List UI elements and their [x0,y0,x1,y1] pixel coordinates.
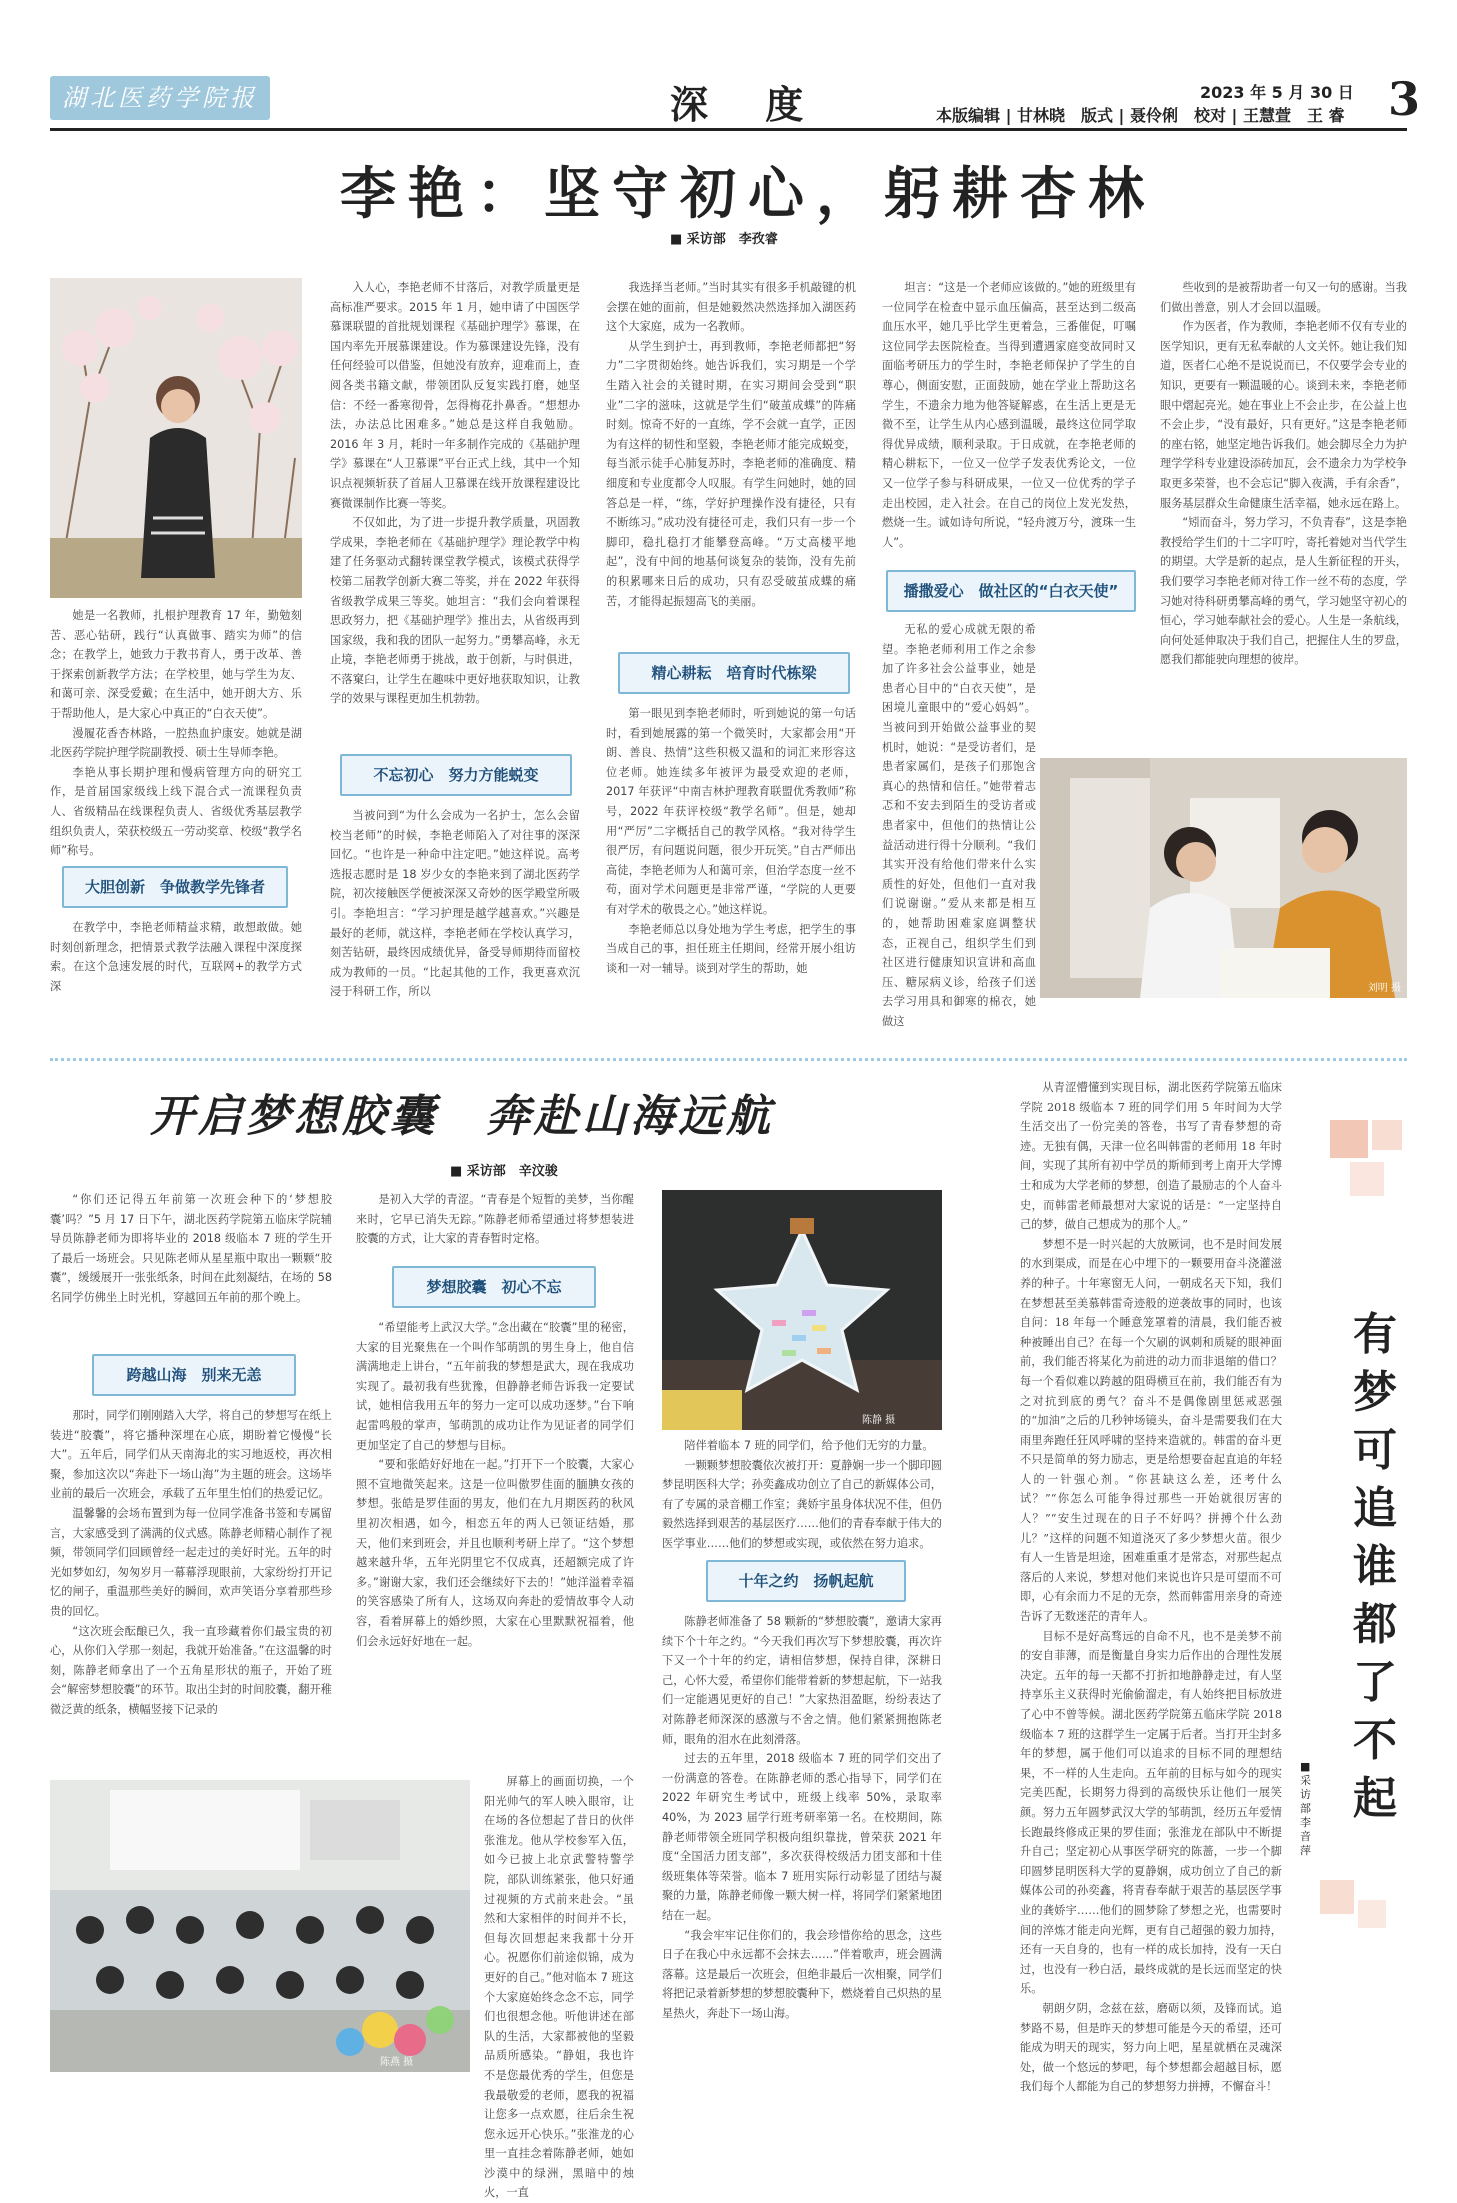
issue-date: 2023 年 5 月 30 日 [1200,83,1354,102]
article1-title: 李艳：坚守初心，躬耕杏林 [340,161,1156,227]
section-divider [50,1058,1407,1061]
paragraph: 那时，同学们刚刚踏入大学，将自己的梦想写在纸上装进“胶囊”，将它播种深埋在心底，期盼着它慢慢“长大”。五年后，同学们从天南海北的实习地返校，再次相聚，参加这次以“奔赴下一场山海”为主题的班会。这场毕业前的最后一次班会，承载了五年里生怕们的热爱记忆。 [50,1409,332,1501]
paragraph: 过去的五年里，2018 级临本 7 班的同学们交出了一份满意的答卷。在陈静老师的悉心指导下，同学们在 2022 年研究生考试中，班级上线率 50%，录取率 40%，为 2023 届学行班考研率第一名。在校期间，陈静老师带领全班同学积极向组织靠拢，曾荣获 2021 年度“全国活力团支部”，多次获得校级活力团支部和十佳级班集体等荣誉。临本 7 班用实际行动彰显了团结与凝聚的力量，陈静老师像一颗大树一样，将同学们紧紧地团结在一起。 [662,1752,942,1922]
article2-title: 开启梦想胶囊 奔赴山海远航 [150,1091,774,1142]
paragraph: 不仅如此，为了进一步提升教学质量，巩固教学成果，李艳老师在《基础护理学》理论教学中构建了任务驱动式翻转课堂教学模式，该模式获得学校第二届教学创新大赛二等奖，并在 2022 年获得省级教学成果三等奖。她坦言：“我们会向着课程思政努力，把《基础护理学》推出去，从省级再到国家级，我和我的团队一起努力。”勇攀高峰，永无止境，李艳老师勇于挑战，敢于创新，与时俱进，不落窠臼，让学生在趣味中更好地获取知识，让教学的效果与课程更加生机勃勃。 [330,516,580,706]
paragraph: 目标不是好高骛远的自命不凡，也不是美梦不前的安自菲薄，而是衡量自身实力后作出的合理性发展决定。五年的每一天都不打折扣地静静走过，有人坚持享乐主义获得时光偷偷溜走，有人始终把目标放进了心中不曾等候。湖北医药学院第五临床学院 2018 级临本 7 班的这群学生一定属于后者。当打开尘封多年的梦想，属于他们可以追求的目标不同的理想结果，不一样的人生走向。五年前的目标与如今的现实完美匹配，长期努力得到的高级快乐让他们一展笑颜。努力五年圆梦武汉大学的邹萌凯，经历五年爱情长跑最终修成正果的罗佳面；张淮龙在部队中不断提升自己；坚定初心从事医学研究的陈蔷，一步一个脚印圆梦昆明医科大学的夏静娴，成功创立了自己的新媒体公司的孙奕鑫，将青春奉献于艰苦的基层医学事业的龚娇宇……他们的圆梦除了梦想之光，也需要时间的淬炼才能走向光辉，更有自己超强的毅力加持，还有一天自身的，也有一样的成长加持，没有一天白过，也没有一秒白活，最终成就的是长远而坚定的快乐。 [1020,1629,1282,1996]
paragraph: 梦想不是一时兴起的大放厥词，也不是时间发展的水到渠成，而是在心中埋下的一颗要用奋斗浇灌滋养的种子。十年寒窗无人问，一朝成名天下知，我们在梦想甚至美慕韩雷奇迹般的逆袭故事的同时，也该自问：18 年每一个睡意笼罩着的清晨，我们能否被种被睡出自己？在每一个欠刷的讽刺和质疑的眼神面前，我们能否将某化为前进的动力而非退缩的借口？每一个看似难以跨越的阻碍横亘在前，我们能否有为之对抗到底的勇气？奋斗不是偶像剧里惩戒恶强的“加油”之后的几秒钟场镜头，奋斗是需要我们在大雨里奔跑任狂风呼啸的坚持来造就的。韩雷的奋斗更不只是简单的努力励志，更是给想要奋起直追的年轻人的一针强心剂。“你甚缺这么差，还考什么试？”“你怎么可能争得过那些一开始就很厉害的人？”“安生过现在的日子不好吗？拼搏个什么劲儿？”这样的问题不知道浇灭了多少梦想火苗。很少有人一生皆是坦途，困难重重才是常态，对那些起点落后的人来说，梦想对他们来说也许只是可望而不可即，心有余而力不足的无奈，然而韩雷用亲身的奇迹告诉了无数迷茫的青年人。 [1020,1237,1282,1624]
paragraph: “我会牢牢记住你们的，我会珍惜你给的思念，这些日子在我心中永远都不会抹去……”伴着歌声，班会圆满落幕。这是最后一次班会，但绝非最后一次相聚，同学们将把记录着新梦想的梦想胶囊种下，燃烧着自己炽热的星星热火，奔赴下一场山海。 [662,1928,942,2020]
editor-credits: 本版编辑 | 甘林晓 版式 | 聂伶俐 校对 | 王慧萱 王 睿 [936,106,1345,125]
paragraph: 陪伴着临本 7 班的同学们，给予他们无穷的力量。 [684,1439,934,1452]
dream-capsule-photo [662,1190,942,1430]
article1-col2 [330,278,580,748]
class-meeting-illustration [50,1780,470,2072]
paragraph: 漫履花香杏林路，一腔热血护康安。她就是湖北医药学院护理学院副教授、硕士生导师李艳。 [50,726,302,760]
subhead-community-angel: 播撒爱心 做社区的“白衣天使” [886,570,1136,612]
paragraph: 陈静老师准备了 58 颗新的“梦想胶囊”，邀请大家再续下个十年之约。“今天我们再次写下梦想胶囊，再次许下又一个十年的约定，请相信梦想，保持自律，深耕日己，心怀大爱，希望你们能带着新的梦想起航，下一站我们一定能遇见更好的自己！”大家热泪盈眶，纷纷表达了对陈静老师深深的感激与不舍之情。他们紧紧拥抱陈老师，眼角的泪水在此刻滑落。 [662,1615,942,1746]
paragraph: “要和张皓好好地在一起。”打开下一个胶囊，大家心照不宣地微笑起来。这是一位叫傲罗佳面的腼腆女孩的梦想。张皓是罗佳面的男友，他们在九月期医药的秋风里初次相遇，如今，相恋五年的两人已领证结婚，那天，他们来到班会，并且也顺利考研上岸了。“这个梦想越来越升华，五年光阴里它不仅成真，还超额完成了许多。”谢谢大家，我们还会继续好下去的！”她洋溢着幸福的笑容感染了所有人，这场双向奔赴的爱情故事令人动容，看着屏幕上的婚纱照，大家在心里默默祝福着，他们会永远好好地在一起。 [356,1458,634,1648]
paragraph: 第一眼见到李艳老师时，听到她说的第一句话时，看到她展露的第一个微笑时，大家都会用“开朗、善良、热情”这些积极又温和的词汇来形容这位老师。她连续多年被评为最受欢迎的老师，2017 年获评“中南吉林护理教育联盟优秀教师”称号，2022 年获评校级“教学名师”。但是，她却用“严厉”二字概括自己的教学风格。“我对待学生很严厉，有问题说问题，很少开玩笑。”自古严师出高徒，李艳老师为人和蔼可亲，但治学态度一丝不苟，面对学术问题更是非常严谨，“学院的人更要有对学术的敬畏之心。”她这样说。 [606,707,856,916]
article2-byline: ■ 采访部 辛汶骏 [450,1164,558,1179]
paragraph: 入人心，李艳老师不甘落后，对教学质量更是高标准严要求。2015 年 1 月，她申请了中国医学慕课联盟的首批规划课程《基础护理学》慕课，在国内率先开展慕课建设。作为慕课建设先锋，没有任何经验可以借鉴，但她没有放弃，迎难而上，查阅各类书籍文献，带领团队反复实践打磨，她坚信：不经一番寒彻骨，怎得梅花扑鼻香。“想想办法，办法总比困难多。”她总是这样自我勉励。2016 年 3 月，耗时一年多制作完成的《基础护理学》慕课在“人卫慕课”平台正式上线，其中一个知识点视频斩获了首届人卫慕课在线开放课程建设比赛微课制作比赛一等奖。 [330,281,580,510]
subhead-cultivate: 精心耕耘 培育时代栋梁 [618,652,850,694]
page-number: 3 [1388,72,1421,126]
paragraph: 我选择当老师。”当时其实有很多手机敲键的机会摆在她的面前，但是她毅然决然选择加入湖医药这个大家庭，成为一名教师。 [606,281,856,334]
paragraph: 李艳老师总以身处地为学生考虑，把学生的事当成自己的事，担任班主任期间，经常开展小组访谈和一对一辅导。谈到对学生的帮助，她 [606,922,856,975]
ornament-square [1350,1162,1384,1196]
class-meeting-photo [50,1780,470,2072]
paragraph: “你们还记得五年前第一次班会种下的‘梦想胶囊’吗？”5 月 17 日下午，湖北医药学院第五临床学院辅导员陈静老师为即将毕业的 2018 级临本 7 班的学生开了最后一场班会。只见陈老师从星星瓶中取出一颗颗“胶囊”，缓缓展开一张张纸条，时间在此刻凝结，在场的 58 名同学仿佛坐上时光机，穿越回五年前的那个晚上。 [50,1193,332,1304]
paragraph: 朝朗夕阴，念兹在兹，磨砺以须，及锋而试。追梦路不易，但是昨天的梦想可能是今天的希望，还可能成为明天的现实，努力向上吧，星星就栖在灵魂深处，做一个悠远的梦吧，每个梦想都会超越目标，愿我们每个人都能为自己的梦想努力拼搏，不懈奋斗！ [1020,2001,1282,2094]
article1-byline: ■ 采访部 李孜睿 [670,232,778,247]
article2-col3b [662,1612,942,2072]
article1-col1b [50,918,302,998]
subhead-cross-mountains: 跨越山海 别来无恙 [92,1354,296,1396]
article3-byline: ■ 采访部 李音萍 [1300,1760,1322,1857]
ornament-square [1320,1880,1354,1914]
article1-intro [50,606,302,858]
header-rule [50,128,1407,131]
article1-col4 [882,278,1136,548]
article2-col2a [356,1318,634,1772]
paragraph: 在教学中，李艳老师精益求精，敢想敢做。她时刻创新理念，把情景式教学法融入课程中深度探索。在这个急速发展的时代，互联网+的教学方式深 [50,921,302,993]
ornament-square [1372,1120,1402,1150]
subhead-bold-innovation: 大胆创新 争做教学先锋者 [62,866,288,908]
article2-col1 [50,1190,332,1342]
paragraph: 无私的爱心成就无限的希望。李艳老师利用工作之余参加了许多社会公益事业，她是患者心目中的“白衣天使”，是困境儿童眼中的“爱心妈妈”。当被问到开始做公益事业的契机时，她说：“是受访者们，是患者家属们，是孩子们那饱含真心的热情和信任。”她带着志忑和不安去到陌生的受访者或患者家中，但他们的热情让公益活动进行得十分顺利。“我们其实开没有给他们带来什么实质性的好处，但他们一直对我们说谢谢。”爱从来都是相互的，她帮助困难家庭调整状态，正视自己，组织学生们到社区进行健康知识宣讲和高血压、糖尿病义诊，给孩子们送去学习用具和御寒的棉衣，她做这 [882,623,1036,1028]
newspaper-logo: 湖北医药学院报 [50,76,270,120]
article1-col5 [1160,278,1407,748]
article2-col1b [50,1406,332,1774]
photo-credit: 陈燕 摄 [380,2057,414,2068]
paragraph: 是初入大学的青涩。“青春是个短暂的美梦，当你醒来时，它早已消失无踪。”陈静老师希望通过将梦想装进胶囊的方式，让大家的青春暂时定格。 [356,1193,634,1246]
portrait-illustration [50,278,302,598]
paragraph: 当被问到“为什么会成为一名护士，怎么会留校当老师”的时候，李艳老师陷入了对往事的深深回忆。“也许是一种命中注定吧。”她这样说。高考选报志愿时是 18 岁少女的李艳来到了湖北医药学院，初次接触医学便被深深又奇妙的医学殿堂所吸引。李艳坦言：“学习护理是越学越喜欢。”兴趣是最好的老师，就这样，李艳老师在学校认真学习，刻苦钻研，最终因成绩优异，备受导师期待而留校成为教师的一员。“比起其他的工作，我更喜欢沉浸于科研工作，所以 [330,809,580,999]
article3-body [1020,1078,1282,2094]
section-name: 深 度 [670,82,826,127]
paragraph: “矧而奋斗，努力学习，不负青春”，这是李艳教授给学生们的十二字叮咛，寄托着她对当代学生的期望。大学是新的起点，是人生新征程的开头，我们要学习李艳老师对待工作一丝不苟的态度，学习她对待科研勇攀高峰的勇气，学习她坚守初心的恒心，学习她奉献社会的爱心。人生是一条航线，向何处延伸取决于我们自己，把握住人生的罗盘，愿我们都能驶向理想的彼岸。 [1160,516,1407,667]
portrait-photo [50,278,302,598]
article1-col2b [330,806,580,998]
article1-col4b [882,620,1036,1028]
photo-credit: 刘明 摄 [1367,983,1401,994]
consultation-photo [1040,758,1407,998]
paragraph: 屏幕上的画面切换，一个阳光帅气的军人映入眼帘，让在场的各位想起了昔日的伙伴张淮龙。他从学校参军入伍，如今已披上北京武警特警学院，部队训练紧张，他只好通过视频的方式前来赴会。“虽然和大家相伴的时间并不长，但每次回想起来我都十分开心。祝愿你们前途似锦，成为更好的自己。”他对临本 7 班这个大家庭始终念念不忘，同学们也很想念他。听他讲述在部队的生活，大家都被他的坚毅品质所感染。“静姐，我也许不是您最优秀的学生，但您是我最敬爱的老师，愿我的祝福让您多一点欢愿，往后余生祝您永远开心快乐。”张淮龙的心里一直挂念着陈静老师，她如沙漠中的绿洲，黑暗中的烛火，一直 [484,1775,634,2200]
subhead-dream-capsule: 梦想胶囊 初心不忘 [392,1266,596,1308]
article1-col3 [606,278,856,628]
article2-col2b [484,1772,634,2200]
ornament-square [1358,1900,1386,1928]
paragraph: 李艳从事长期护理和慢病管理方向的研究工作，是首届国家级线上线下混合式一流课程负责人、省级精品在线课程负责人、省级优秀基层教学组织负责人，荣获校级五一劳动奖章、校级“教学名师”称号。 [50,765,302,858]
paragraph: 些收到的是被帮助者一句又一句的感谢。当我们做出善意，别人才会回以温暖。 [1160,281,1407,314]
photo-credit: 陈静 摄 [862,1415,896,1426]
star-jar-illustration [662,1190,942,1430]
paragraph: “这次班会酝酿已久，我一直珍藏着你们最宝贵的初心，从你们入学那一刻起，我就开始准备。”在这温馨的时刻，陈静老师拿出了一个五角星形状的瓶子，开始了班会“解密梦想胶囊”的环节。取出尘封的时间胶囊，翻开稚微泛黄的纸条，横幅竖接下记录的 [50,1624,332,1716]
paragraph: 从青涩懵懂到实现目标，湖北医药学院第五临床学院 2018 级临本 7 班的同学们用 5 年时间为大学生活交出了一份完美的答卷，书写了青春梦想的奇迹。无独有偶，天津一位名叫韩雷的老师用 18 年时间，实现了其所有初中学员的斯师到考上南开大学博士和成为大学老师的梦想，创造了最励志的个人奋斗史，而韩雷老师最想对大家说的话是：“一定坚持自己的梦，做自己想成为的那个人。” [1020,1081,1282,1232]
article1-col3b [606,704,856,998]
subhead-original-intention: 不忘初心 努力方能蜕变 [340,754,572,796]
ornament-square [1330,1120,1368,1158]
article2-col2 [356,1190,634,1250]
paragraph: 从学生到护士，再到教师，李艳老师都把“努力”二字贯彻始终。她告诉我们，实习期是一个学生踏入社会的关键时期，在实习期间会受到“职业”二字的滋味，这就是学生们“破茧成蝶”的阵痛时刻。惊奇不好的一直练，学不会就一直学，正因为有这样的韧性和坚毅，李艳老师才能完成蜕变，每当派示徒手心肺复苏时，李艳老师的准确度、精细度和专业度都令人叹服。有学生问她时，她的回答总是一样，“练，学好护理操作没有捷径，只有不断练习。”成功没有捷径可走，我们只有一步一个脚印，稳扎稳打才能攀登高峰。“万丈高楼平地起”，没有中间的地基何谈复杂的装饰，没有先前的积累哪来日后的成功，只有忍受破茧成蝶的痛苦，才能得起振翅高飞的美丽。 [606,339,856,608]
paragraph: “希望能考上武汉大学。”念出藏在“胶囊”里的秘密，大家的目光聚焦在一个叫作邹萌凯的男生身上，他自信满满地走上讲台，“五年前我的梦想是武大，现在我成功实现了。最初我有些犹豫，但静静老师告诉我一定要试试，她相信我用五年的努力一定可以成功逐梦。”台下响起雷鸣般的掌声，邹萌凯的成功让作为见证者的同学们更加坚定了自己的梦想与目标。 [356,1321,634,1452]
paragraph: 她是一名教师，扎根护理教育 17 年，勤勉刻苦、恶心钻研，践行“认真做事、踏实为师”的信念；在教学上，她致力于教书育人，勇于改革、善于探索创新教学方法；在学校里，她与学生为友、和蔼可亲、深受爱戴；在生活中，她开朗大方、乐于帮助他人，是大家心中真正的“白衣天使”。 [50,609,302,720]
paragraph: 温馨馨的会场布置到为每一位同学准备书签和专属留言，大家感受到了满满的仪式感。陈静老师精心制作了视频，带领同学们回顾曾经一起走过的美好时光。五年的时光如梦如幻，匆匆岁月一幕幕浮现眼前，大家纷纷打开记忆的闸子，重温那些美好的瞬间，欢声笑语分享着那些珍贵的回忆。 [50,1506,332,1618]
article3-title: 有梦可追 谁都了不起 [1353,1309,1441,1824]
paragraph: 一颗颗梦想胶囊依次被打开：夏静娴一步一个脚印圆梦昆明医科大学；孙奕鑫成功创立了自己的新媒体公司，有了专属的录音棚工作室；龚娇宇虽身体状况不佳，但仍毅然选择到艰苦的基层医疗……他们的青春奉献于伟大的医学事业……他们的梦想或实现，或依然在努力追求。 [662,1458,942,1550]
consultation-illustration [1040,758,1407,998]
paragraph: 作为医者，作为教师，李艳老师不仅有专业的医学知识，更有无私奉献的人文关怀。她让我们知道，医者仁心绝不是说说而已，不仅要学会专业的知识，更要有一颗温暖的心。谈到未来，李艳老师眼中熠起亮光。她在事业上不会止步，在公益上也不会止步，“没有最好，只有更好。”这是李艳老师的座右铭，她坚定地告诉我们。她会脚尽全力为护理学学科专业建设添砖加瓦，会不遗余力为学校争取更多荣誉，也不会忘记“脚入夜满，手有余香”，服务基层群众生命健康生活幸福，她永远在路上。 [1160,320,1407,510]
subhead-ten-year-promise: 十年之约 扬帆起航 [706,1560,906,1602]
paragraph: 坦言：“这是一个老师应该做的。”她的班级里有一位同学在检查中显示血压偏高，甚至达到二级高血压水平，她几乎比学生更着急，三番催促，叮嘱这位同学去医院检查。当得到遭遇家庭变故同时又面临考研压力的学生时，李艳老师保护了学生的自尊心，侧面安慰，正面鼓励，她在学业上帮助这名学生，不遗余力地为他答疑解惑，在生活上更是无微不至，让学生从内心感到温暖，最终这位同学取得优异成绩，顺利录取。于日成就，在李艳老师的精心耕耘下，一位又一位学子发表优秀论文，一位又一位学子参与科研成果，一位又一位优秀的学子走出校园，走入社会。在自己的岗位上发光发热，燃烧一生。诚如诗句所说，“轻舟渡万兮，渡珠一生人”。 [882,281,1136,549]
